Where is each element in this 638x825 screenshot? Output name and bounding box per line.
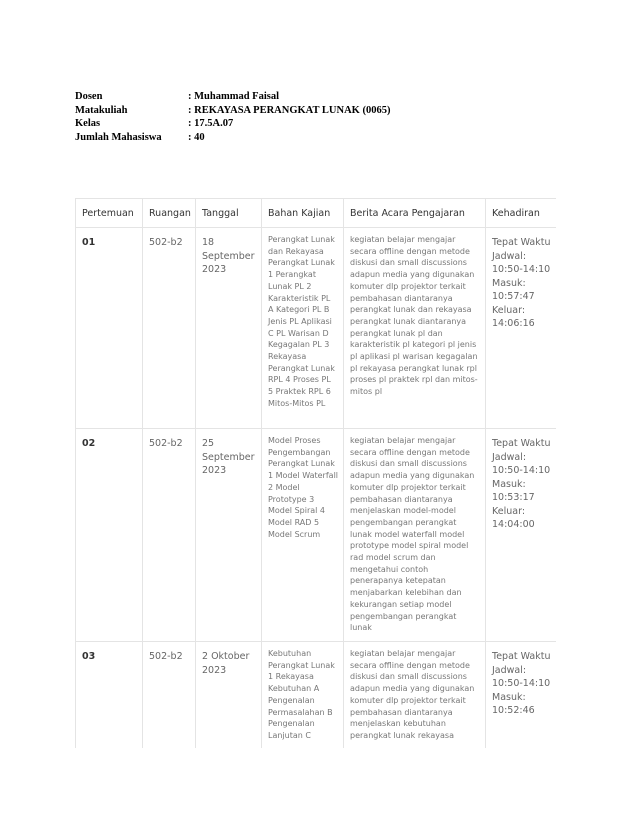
kelas-value: : 17.5A.07 <box>188 118 234 129</box>
tanggal-cell: 18 September 2023 <box>196 228 262 429</box>
attendance-table <box>75 198 556 748</box>
dosen-value: : Muhammad Faisal <box>188 91 280 102</box>
table-row <box>76 429 557 642</box>
bahan-kajian-cell: Kebutuhan Perangkat Lunak 1 Rekayasa Kebutuhan A Pengenalan Permasalahan B Pengenalan Lanjutan C <box>262 642 344 749</box>
berita-acara-cell: kegiatan belajar mengajar secara offline dengan metode diskusi dan small discussions adapun media yang digunakan komuter dlp projektor terkait pembahasan diantaranya perangkat lunak dan rekayasa perangkat lunak diantaranya perangkat lunak pl dan karakteristik pl kategori pl jenis pl aplikasi pl warisan kegagalan pl rekayasa perangkat lunak rpl proses pl praktek rpl dan mitos-mitos pl <box>344 228 486 429</box>
pertemuan-cell: 01 <box>76 228 143 429</box>
kehadiran-cell: Tepat Waktu Jadwal: 10:50-14:10 Masuk: 10:52:46 <box>486 642 557 749</box>
table-row <box>76 642 557 749</box>
kehadiran-cell: Tepat Waktu Jadwal: 10:50-14:10 Masuk: 10:57:47 Keluar: 14:06:16 <box>486 228 557 429</box>
kelas-label: Kelas <box>75 118 101 129</box>
matakuliah-label: Matakuliah <box>75 104 128 116</box>
berita-acara-cell: kegiatan belajar mengajar secara offline dengan metode diskusi dan small discussions adapun media yang digunakan komuter dlp projektor terkait pembahasan diantaranya menjelaskan kebutuhan perangkat lunak rekayasa <box>344 642 486 749</box>
table-row <box>76 228 557 429</box>
header-kehadiran: Kehadiran <box>486 199 557 228</box>
course-info <box>75 90 390 144</box>
dosen-label: Dosen <box>75 91 103 102</box>
bahan-kajian-cell: Perangkat Lunak dan Rekayasa Perangkat Lunak 1 Perangkat Lunak PL 2 Karakteristik PL A Kategori PL B Jenis PL Aplikasi C PL Warisan D Kegagalan PL 3 Rekayasa Perangkat Lunak RPL 4 Proses PL 5 Praktek RPL 6 Mitos-Mitos PL <box>262 228 344 429</box>
header-berita-acara: Berita Acara Pengajaran <box>344 199 486 228</box>
matakuliah-value: : REKAYASA PERANGKAT LUNAK (0065) <box>188 104 391 116</box>
table-header-row <box>76 199 557 228</box>
berita-acara-cell: kegiatan belajar mengajar secara offline dengan metode diskusi dan small discussions adapun media yang digunakan komuter dlp projektor terkait pembahasan diantaranya menjelaskan model-model pengembangan perangkat lunak model waterfall model prototype model spiral model rad model scrum dan mengetahui contoh penerapanya ketepatan menjabarkan kelebihan dan kekurangan setiap model pengembangan perangkat lunak <box>344 429 486 642</box>
ruangan-cell: 502-b2 <box>143 228 196 429</box>
ruangan-cell: 502-b2 <box>143 429 196 642</box>
pertemuan-cell: 02 <box>76 429 143 642</box>
jumlah-mahasiswa-value: : 40 <box>188 131 205 143</box>
info-row-jumlah <box>75 131 390 145</box>
header-tanggal: Tanggal <box>196 199 262 228</box>
attendance-table-wrapper <box>75 198 556 748</box>
tanggal-cell: 25 September 2023 <box>196 429 262 642</box>
header-bahan-kajian: Bahan Kajian <box>262 199 344 228</box>
header-ruangan: Ruangan <box>143 199 196 228</box>
info-row-dosen <box>75 90 390 104</box>
info-row-matakuliah <box>75 104 390 118</box>
kehadiran-cell: Tepat Waktu Jadwal: 10:50-14:10 Masuk: 10:53:17 Keluar: 14:04:00 <box>486 429 557 642</box>
info-row-kelas <box>75 117 390 131</box>
tanggal-cell: 2 Oktober 2023 <box>196 642 262 749</box>
pertemuan-cell: 03 <box>76 642 143 749</box>
ruangan-cell: 502-b2 <box>143 642 196 749</box>
jumlah-mahasiswa-label: Jumlah Mahasiswa <box>75 131 162 143</box>
bahan-kajian-cell: Model Proses Pengembangan Perangkat Lunak 1 Model Waterfall 2 Model Prototype 3 Model Spiral 4 Model RAD 5 Model Scrum <box>262 429 344 642</box>
header-pertemuan: Pertemuan <box>76 199 143 228</box>
